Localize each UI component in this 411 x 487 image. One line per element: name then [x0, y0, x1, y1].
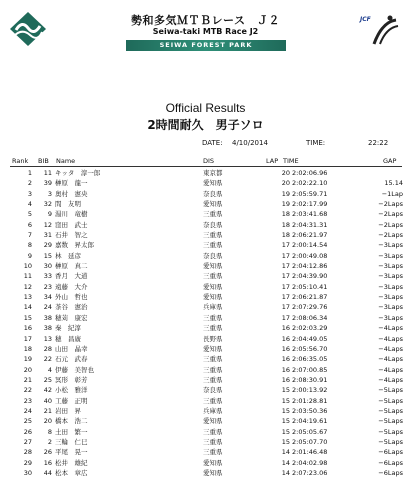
results-table — [0, 168, 411, 478]
cell-time: 2:03:50.36 — [292, 406, 328, 415]
cell-lap: 17 — [281, 251, 290, 260]
cell-dis: 奈良県 — [203, 189, 223, 198]
cell-bib: 15 — [43, 251, 52, 260]
cell-bib: 31 — [43, 231, 52, 240]
cell-time: 2:00:14.54 — [292, 241, 328, 250]
cell-bib: 11 — [43, 169, 52, 177]
cell-name: 平尾 晃一 — [55, 448, 88, 457]
cell-time: 2:05:10.41 — [292, 282, 328, 291]
cell-time: 2:06:21.87 — [292, 293, 328, 302]
cell-name: 小松 雅洋 — [55, 386, 88, 395]
cell-rank: 24 — [23, 406, 32, 415]
cell-dis: 三重県 — [203, 355, 223, 364]
cell-bib: 4 — [47, 365, 52, 374]
cell-gap: −3Laps — [378, 303, 403, 312]
cell-gap: −5Laps — [378, 427, 403, 436]
table-row — [0, 427, 411, 437]
cell-rank: 2 — [27, 179, 32, 188]
cell-dis: 三重県 — [203, 272, 223, 281]
cell-name: 窪田 武士 — [55, 220, 88, 229]
cell-rank: 27 — [23, 437, 32, 446]
cell-dis: 三重県 — [203, 448, 223, 457]
cell-time: 2:01:46.48 — [292, 448, 328, 457]
cell-time: 2:04:02.98 — [292, 458, 328, 467]
cell-lap: 17 — [281, 241, 290, 250]
col-time: TIME — [283, 157, 299, 165]
cell-time: 2:06:35.05 — [292, 355, 328, 364]
cell-dis: 三重県 — [203, 241, 223, 250]
results-heading: Official Results — [165, 101, 246, 115]
event-subtitle: Seiwa-taki MTB Race J2 — [152, 27, 259, 36]
cell-rank: 15 — [23, 313, 32, 322]
cell-name: 橋本 浩二 — [55, 417, 88, 426]
cell-time: 2:00:13.92 — [292, 386, 328, 395]
cell-name: 香月 大道 — [55, 272, 88, 281]
cell-lap: 14 — [281, 468, 290, 477]
cell-lap: 17 — [281, 293, 290, 302]
cell-lap: 19 — [281, 200, 290, 209]
cell-gap: −5Laps — [378, 437, 403, 446]
cell-name: 榊原 龍一 — [55, 179, 88, 188]
cell-gap: −3Laps — [378, 262, 403, 271]
cell-name: キッタ 淳一郎 — [55, 169, 101, 177]
table-row — [0, 406, 411, 416]
cell-gap: −3Laps — [378, 313, 403, 322]
cell-lap: 17 — [281, 262, 290, 271]
cell-time: 2:02:22.10 — [292, 179, 328, 188]
cell-gap: −6Laps — [378, 458, 403, 467]
cell-gap: −4Laps — [378, 375, 403, 384]
col-name: Name — [56, 157, 76, 165]
cell-rank: 5 — [27, 210, 32, 219]
cell-lap: 16 — [281, 324, 290, 333]
cell-bib: 34 — [43, 293, 52, 302]
cell-rank: 1 — [27, 169, 32, 177]
cell-rank: 6 — [27, 220, 32, 229]
date-value: 4/10/2014 — [232, 139, 268, 147]
cell-lap: 18 — [281, 231, 290, 240]
cell-rank: 12 — [23, 282, 32, 291]
cell-name: 松井 雄紀 — [55, 458, 88, 467]
cell-rank: 16 — [23, 324, 32, 333]
cell-name: 伊藤 美智也 — [55, 365, 94, 374]
cell-name: 茶谷 憲治 — [55, 303, 88, 312]
cell-time: 2:01:28.81 — [292, 396, 328, 405]
table-row — [0, 261, 411, 271]
cell-rank: 11 — [23, 272, 32, 281]
cell-dis: 愛知県 — [203, 293, 223, 302]
cell-bib: 44 — [43, 468, 52, 477]
cell-dis: 三重県 — [203, 365, 223, 374]
cell-bib: 38 — [43, 313, 52, 322]
cell-dis: 三重県 — [203, 324, 223, 333]
cell-name: 工藤 正明 — [55, 396, 88, 405]
cell-time: 2:00:49.08 — [292, 251, 328, 260]
table-row — [0, 251, 411, 261]
cell-name: 穂苅 康宏 — [55, 313, 88, 322]
cell-lap: 15 — [281, 417, 290, 426]
cell-gap: −5Laps — [378, 417, 403, 426]
cell-dis: 三重県 — [203, 375, 223, 384]
cell-gap: 15.14 — [384, 179, 403, 188]
cell-bib: 8 — [47, 427, 52, 436]
cell-dis: 奈良県 — [203, 386, 223, 395]
cell-bib: 9 — [47, 210, 52, 219]
table-row — [0, 323, 411, 333]
cell-time: 2:04:49.05 — [292, 334, 328, 343]
cell-dis: 愛知県 — [203, 179, 223, 188]
cell-gap: −3Laps — [378, 241, 403, 250]
cell-gap: −5Laps — [378, 386, 403, 395]
cell-dis: 三重県 — [203, 313, 223, 322]
cell-name: 土田 繁一 — [55, 427, 88, 436]
cell-time: 2:02:03.29 — [292, 324, 328, 333]
table-row — [0, 416, 411, 426]
cell-lap: 15 — [281, 406, 290, 415]
cell-bib: 38 — [43, 324, 52, 333]
time-value: 22:22 — [368, 139, 389, 147]
cell-dis: 愛知県 — [203, 468, 223, 477]
table-row — [0, 282, 411, 292]
cell-bib: 40 — [43, 396, 52, 405]
cell-gap: −3Laps — [378, 293, 403, 302]
cell-name: 外山 哲也 — [55, 293, 88, 302]
cell-rank: 10 — [23, 262, 32, 271]
cell-name: 三輪 仁巳 — [55, 437, 88, 446]
table-row — [0, 396, 411, 406]
cell-gap: −4Laps — [378, 334, 403, 343]
col-gap: GAP — [383, 157, 397, 165]
cell-gap: −6Laps — [378, 448, 403, 457]
forest-park-banner — [126, 40, 286, 51]
cell-time: 2:07:23.06 — [292, 468, 328, 477]
cell-lap: 15 — [281, 427, 290, 436]
header-divider — [10, 166, 402, 167]
col-rank: Rank — [12, 157, 29, 165]
cell-time: 2:05:07.70 — [292, 437, 328, 446]
cell-bib: 24 — [43, 303, 52, 312]
cell-dis: 奈良県 — [203, 251, 223, 260]
cell-bib: 42 — [43, 386, 52, 395]
cell-lap: 18 — [281, 220, 290, 229]
cell-dis: 愛知県 — [203, 417, 223, 426]
cell-name: 石元 武春 — [55, 355, 88, 364]
cell-gap: −2Laps — [378, 210, 403, 219]
cell-time: 2:03:41.68 — [292, 210, 328, 219]
cell-rank: 29 — [23, 458, 32, 467]
cell-gap: −2Laps — [378, 220, 403, 229]
cell-time: 2:04:31.31 — [292, 220, 328, 229]
cell-rank: 3 — [27, 189, 32, 198]
table-row — [0, 447, 411, 457]
cell-gap: −3Laps — [378, 282, 403, 291]
cell-lap: 16 — [281, 344, 290, 353]
cell-lap: 19 — [281, 189, 290, 198]
cell-time: 2:05:56.70 — [292, 344, 328, 353]
cell-time: 2:08:06.34 — [292, 313, 328, 322]
cell-bib: 32 — [43, 200, 52, 209]
cell-gap: −2Laps — [378, 200, 403, 209]
cell-time: 2:08:30.91 — [292, 375, 328, 384]
cell-lap: 14 — [281, 448, 290, 457]
cell-bib: 22 — [43, 355, 52, 364]
cell-gap: −1Lap — [381, 189, 403, 198]
cell-bib: 21 — [43, 406, 52, 415]
cell-time: 2:06:21.97 — [292, 231, 328, 240]
cell-gap: −5Laps — [378, 396, 403, 405]
cell-dis: 三重県 — [203, 396, 223, 405]
cell-gap: −5Laps — [378, 406, 403, 415]
cell-rank: 20 — [23, 365, 32, 374]
cell-bib: 30 — [43, 262, 52, 271]
cell-time: 2:05:59.71 — [292, 189, 328, 198]
cell-lap: 16 — [281, 375, 290, 384]
cell-rank: 28 — [23, 448, 32, 457]
cell-name: 石井 智之 — [55, 231, 88, 240]
cell-lap: 14 — [281, 458, 290, 467]
results-table-header — [0, 157, 411, 166]
cell-lap: 17 — [281, 303, 290, 312]
cell-dis: 東京都 — [203, 169, 223, 177]
cell-rank: 17 — [23, 334, 32, 343]
cell-dis: 三重県 — [203, 210, 223, 219]
cell-dis: 三重県 — [203, 437, 223, 446]
col-lap: LAP — [266, 157, 279, 165]
cell-lap: 17 — [281, 282, 290, 291]
table-row — [0, 344, 411, 354]
cell-lap: 15 — [281, 437, 290, 446]
cell-lap: 18 — [281, 210, 290, 219]
table-row — [0, 468, 411, 478]
cell-rank: 9 — [27, 251, 32, 260]
cell-name: 嘉数 昇太郎 — [55, 241, 94, 250]
cell-dis: 愛知県 — [203, 344, 223, 353]
cell-time: 2:04:39.90 — [292, 272, 328, 281]
cell-gap: −3Laps — [378, 251, 403, 260]
cell-lap: 16 — [281, 355, 290, 364]
cell-lap: 17 — [281, 272, 290, 281]
cell-rank: 22 — [23, 386, 32, 395]
table-row — [0, 385, 411, 395]
cell-time: 2:05:05.67 — [292, 427, 328, 436]
jcf-logo-text: JCF — [360, 16, 371, 23]
cell-name: 松本 章広 — [55, 468, 88, 477]
cell-bib: 3 — [47, 189, 52, 198]
category-title: 2時間耐久 男子ソロ — [147, 118, 264, 132]
cell-bib: 16 — [43, 458, 52, 467]
cell-bib: 20 — [43, 417, 52, 426]
cell-name: 榊原 真二 — [55, 262, 88, 271]
cell-dis: 愛知県 — [203, 262, 223, 271]
cell-bib: 28 — [43, 344, 52, 353]
cell-rank: 14 — [23, 303, 32, 312]
cell-dis: 愛知県 — [203, 458, 223, 467]
table-row — [0, 334, 411, 344]
col-dis: DIS — [203, 157, 215, 165]
cell-rank: 8 — [27, 241, 32, 250]
banner-text: SEIWA FOREST PARK — [159, 41, 253, 49]
cell-gap: −4Laps — [378, 355, 403, 364]
cell-lap: 15 — [281, 386, 290, 395]
cell-lap: 15 — [281, 396, 290, 405]
cell-gap: −6Laps — [378, 468, 403, 477]
table-row — [0, 168, 411, 178]
event-title: 勢和多気ＭＴＢレース Ｊ２ — [131, 14, 280, 27]
cell-gap: −4Laps — [378, 365, 403, 374]
col-bib: BIB — [38, 157, 49, 165]
cell-dis: 三重県 — [203, 427, 223, 436]
table-row — [0, 189, 411, 199]
cell-dis: 愛知県 — [203, 200, 223, 209]
table-row — [0, 365, 411, 375]
table-row — [0, 313, 411, 323]
table-row — [0, 209, 411, 219]
cell-bib: 26 — [43, 448, 52, 457]
cell-name: 秦 紀淳 — [55, 324, 81, 333]
cell-name: 間 友明 — [55, 200, 81, 209]
table-row — [0, 458, 411, 468]
cell-lap: 16 — [281, 334, 290, 343]
cell-name: 岩田 昇 — [55, 406, 81, 415]
cell-dis: 三重県 — [203, 231, 223, 240]
cell-bib: 12 — [43, 220, 52, 229]
cell-dis: 長野県 — [203, 334, 223, 343]
cell-rank: 7 — [27, 231, 32, 240]
cell-gap: −2Laps — [378, 231, 403, 240]
cell-time: 2:04:12.86 — [292, 262, 328, 271]
table-row — [0, 199, 411, 209]
table-row — [0, 354, 411, 364]
cell-name: 山田 晶幸 — [55, 344, 88, 353]
cell-bib: 29 — [43, 241, 52, 250]
table-row — [0, 292, 411, 302]
cell-bib: 23 — [43, 282, 52, 291]
cell-rank: 21 — [23, 375, 32, 384]
cell-name: 冥形 彰芳 — [55, 375, 88, 384]
cell-name: 林 延彦 — [55, 251, 81, 260]
cell-gap: −4Laps — [378, 324, 403, 333]
table-row — [0, 375, 411, 385]
cell-bib: 25 — [43, 375, 52, 384]
cell-time: 2:02:06.96 — [292, 169, 328, 177]
cell-lap: 20 — [281, 169, 290, 177]
cell-bib: 2 — [47, 437, 52, 446]
cell-rank: 23 — [23, 396, 32, 405]
cell-time: 2:02:17.99 — [292, 200, 328, 209]
cell-rank: 30 — [23, 468, 32, 477]
cell-rank: 25 — [23, 417, 32, 426]
cell-dis: 兵庫県 — [203, 303, 223, 312]
table-row — [0, 271, 411, 281]
cell-lap: 17 — [281, 313, 290, 322]
cell-name: 湯川 竜樹 — [55, 210, 88, 219]
cell-dis: 奈良県 — [203, 220, 223, 229]
cell-rank: 19 — [23, 355, 32, 364]
cell-bib: 39 — [43, 179, 52, 188]
cell-time: 2:07:29.76 — [292, 303, 328, 312]
table-row — [0, 220, 411, 230]
time-label: TIME: — [306, 139, 326, 147]
cell-rank: 4 — [27, 200, 32, 209]
cell-name: 穂 昌廣 — [55, 334, 81, 343]
table-row — [0, 437, 411, 447]
table-row — [0, 302, 411, 312]
jcf-logo — [356, 14, 400, 46]
cell-dis: 兵庫県 — [203, 406, 223, 415]
cell-gap: −4Laps — [378, 344, 403, 353]
cell-lap: 20 — [281, 179, 290, 188]
cell-rank: 26 — [23, 427, 32, 436]
cell-dis: 愛知県 — [203, 282, 223, 291]
cell-name: 奥村 憲央 — [55, 189, 88, 198]
cell-bib: 13 — [43, 334, 52, 343]
table-row — [0, 240, 411, 250]
date-label: DATE: — [202, 139, 223, 147]
cell-time: 2:07:00.85 — [292, 365, 328, 374]
table-row — [0, 230, 411, 240]
cell-lap: 16 — [281, 365, 290, 374]
cell-time: 2:04:19.61 — [292, 417, 328, 426]
cell-rank: 13 — [23, 293, 32, 302]
table-row — [0, 178, 411, 188]
cell-rank: 18 — [23, 344, 32, 353]
cell-gap: −3Laps — [378, 272, 403, 281]
cell-bib: 33 — [43, 272, 52, 281]
cell-name: 遠藤 大介 — [55, 282, 88, 291]
